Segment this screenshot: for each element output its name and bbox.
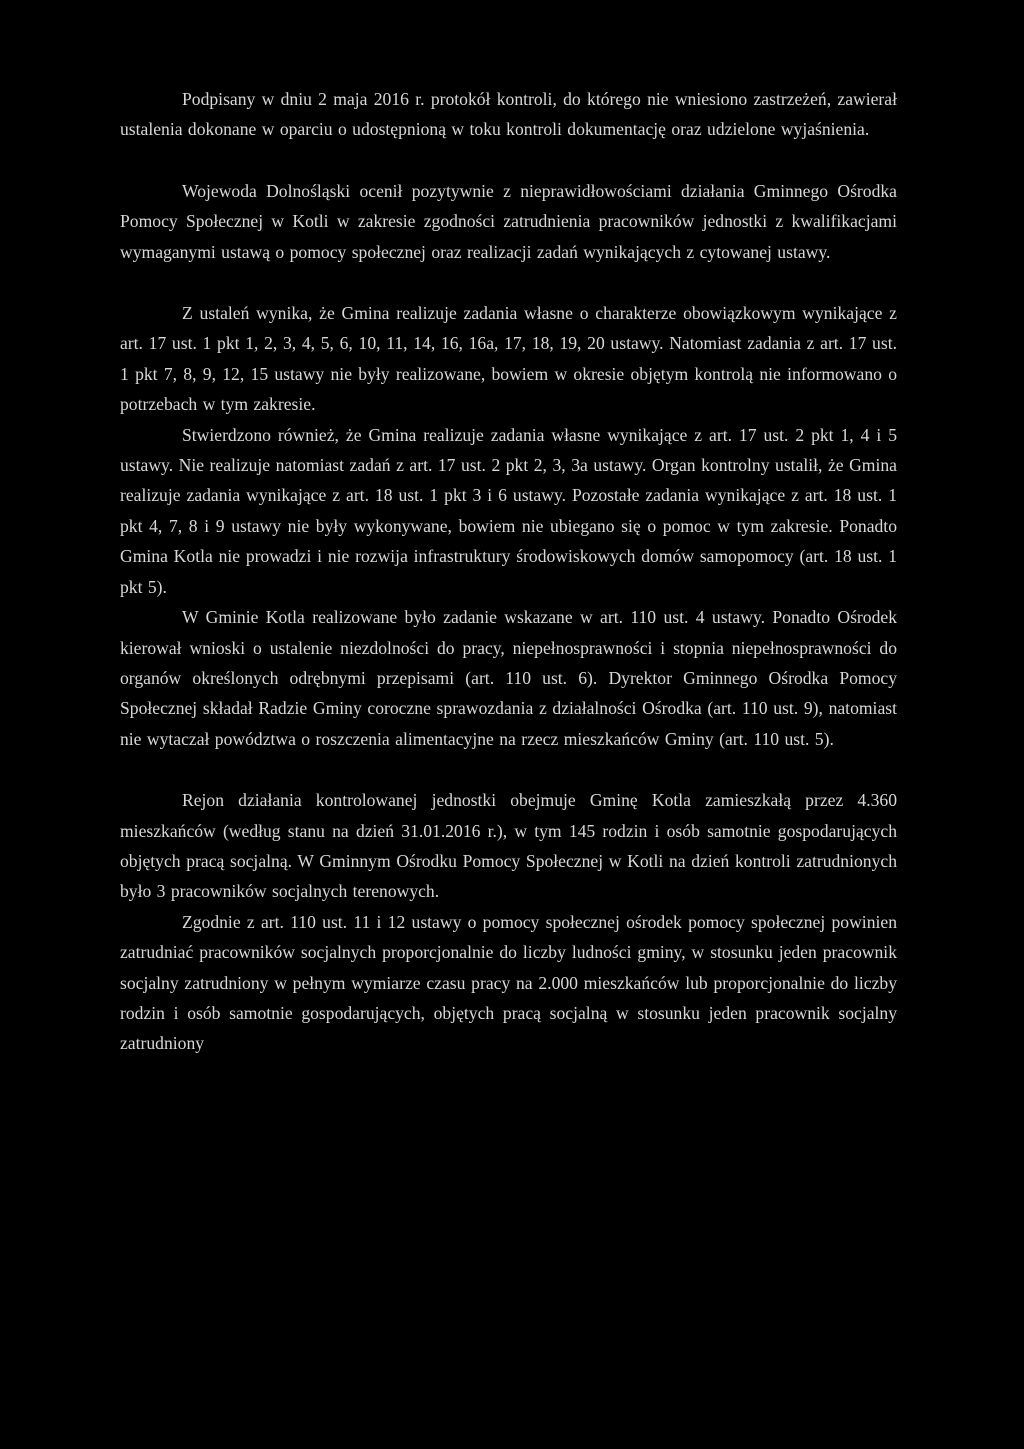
paragraph-mandatory-tasks: Z ustaleń wynika, że Gmina realizuje zadania własne o charakterze obowiązkowym wynikające z art. 17 ust. 1 pkt 1, 2, 3, 4, 5, 6, 10, 11, 14, 16, 16a, 17, 18, 19, 20 ustawy. Natomiast zadania z art. 17 ust. 1 pkt 7, 8, 9, 12, 15 ustawy nie były realizowane, bowiem w okresie objętym kontrolą nie informowano o potrzebach w tym zakresie. <box>120 303 897 415</box>
paragraph-protocol-signed: Podpisany w dniu 2 maja 2016 r. protokół kontroli, do którego nie wniesiono zastrzeżeń, zawierał ustalenia dokonane w oparciu o udostępnioną w toku kontroli dokumentację oraz udzielone wyjaśnienia. <box>120 89 897 140</box>
paragraph-area: Rejon działania kontrolowanej jednostki obejmuje Gminę Kotla zamieszkałą przez 4.360 mieszkańców (według stanu na dzień 31.01.2016 r.), w tym 145 rodzin i osób samotnie gospodarujących objętych pracą socjalną. W Gminnym Ośrodku Pomocy Społecznej w Kotli na dzień kontroli zatrudnionych było 3 pracowników socjalnych terenowych. <box>120 790 897 902</box>
paragraph-own-tasks: Stwierdzono również, że Gmina realizuje zadania własne wynikające z art. 17 ust. 2 pkt 1, 4 i 5 ustawy. Nie realizuje natomiast zadań z art. 17 ust. 2 pkt 2, 3, 3a ustawy. Organ kontrolny ustalił, że Gmina realizuje zadania wynikające z art. 18 ust. 1 pkt 3 i 6 ustawy. Pozostałe zadania wynikające z art. 18 ust. 1 pkt 4, 7, 8 i 9 ustawy nie były wykonywane, bowiem nie ubiegano się o pomoc w tym zakresie. Ponadto Gmina Kotla nie prowadzi i nie rozwija infrastruktury środowiskowych domów samopomocy (art. 18 ust. 1 pkt 5). <box>120 424 897 597</box>
paragraph-assessment: Wojewoda Dolnośląski ocenił pozytywnie z nieprawidłowościami działania Gminnego Ośrodka Pomocy Społecznej w Kotli w zakresie zgodności zatrudnienia pracowników jednostki z kwalifikacjami wymaganymi ustawą o pomocy społecznej oraz realizacji zadań wynikających z cytowanej ustawy. <box>120 180 897 262</box>
paragraph-art-110: W Gminie Kotla realizowane było zadanie wskazane w art. 110 ust. 4 ustawy. Ponadto Ośrodek kierował wnioski o ustalenie niezdolności do pracy, niepełnosprawności i stopnia niepełnosprawności do organów określonych odrębnymi przepisami (art. 110 ust. 6). Dyrektor Gminnego Ośrodka Pomocy Społecznej składał Radzie Gminy coroczne sprawozdania z działalności Ośrodka (art. 110 ust. 9), natomiast nie wytaczał powództwa o roszczenia alimentacyjne na rzecz mieszkańców Gminy (art. 110 ust. 5). <box>120 607 897 749</box>
paragraph-staffing: Zgodnie z art. 110 ust. 11 i 12 ustawy o pomocy społecznej ośrodek pomocy społecznej powinien zatrudniać pracowników socjalnych proporcjonalnie do liczby ludności gminy, w stosunku jeden pracownik socjalny zatrudniony w pełnym wymiarze czasu pracy na 2.000 mieszkańców lub proporcjonalnie do liczby rodzin i osób samotnie gospodarujących, objętych pracą socjalną w stosunku jeden pracownik socjalny zatrudniony <box>120 911 897 1054</box>
document-page <box>120 84 897 1059</box>
